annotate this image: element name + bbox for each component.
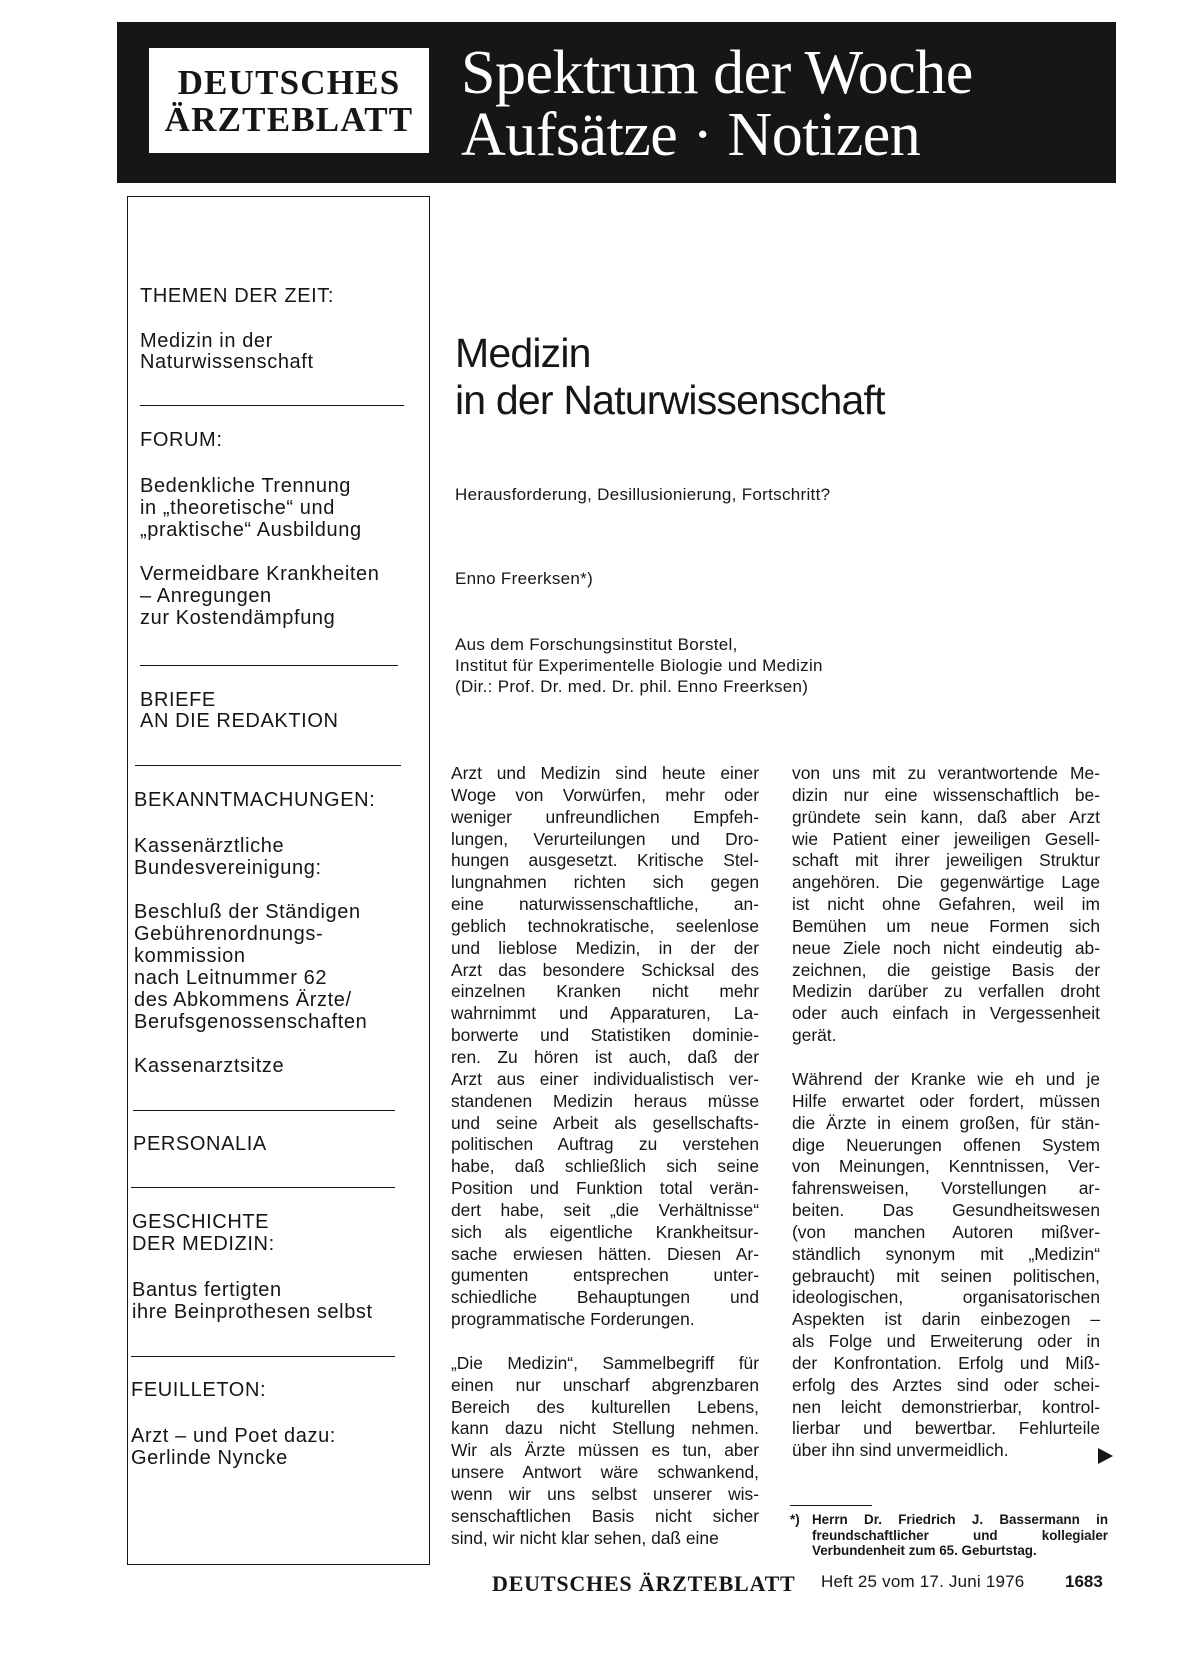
masthead [117, 22, 1116, 183]
text-line: dert habe, seit „die Verhältnisse“ [451, 1199, 759, 1220]
toc-link-krankheiten-cont[interactable]: – Anregungen [140, 585, 272, 607]
text-line: kann dazu nicht Stellung nehmen. [451, 1418, 759, 1439]
text-line: gumenten entsprechen unter- [451, 1265, 759, 1286]
article-subtitle: Herausforderung, Desillusionierung, Fortschritt? [455, 485, 831, 504]
text-line: einzelnen Kranken nicht mehr [451, 981, 759, 1002]
article-author: Enno Freerksen*) [455, 569, 594, 588]
text-line: wie Patient einer jeweiligen Gesell- [792, 828, 1100, 849]
toc-heading-themen: THEMEN DER ZEIT: [140, 285, 335, 307]
text-line: neue Ziele noch nicht eindeutig ab- [792, 937, 1100, 958]
text-line: standenen Medizin heraus müsse [451, 1090, 759, 1111]
footer-issue: Heft 25 vom 17. Juni 1976 [821, 1572, 1025, 1591]
text-line: Position und Funktion total verän- [451, 1178, 759, 1199]
toc-link-kbv-cont[interactable]: Bundesvereinigung: [134, 857, 322, 879]
deutsches-aerzteblatt-logo [151, 50, 427, 151]
toc-heading-geschichte: GESCHICHTE [132, 1211, 270, 1233]
toc-link-krankheiten[interactable]: Vermeidbare Krankheiten [140, 563, 380, 585]
text-line: senschaftlichen Basis nicht sicher [451, 1505, 759, 1526]
text-line: politischen Auftrag zu verstehen [451, 1134, 759, 1155]
toc-heading-feuilleton: FEUILLETON: [131, 1379, 267, 1401]
toc-link-medizin[interactable]: Medizin in der [140, 330, 273, 352]
text-line: unsere Antwort wäre schwankend, [451, 1462, 759, 1483]
text-line: der Konfrontation. Erfolg und Miß- [792, 1352, 1100, 1373]
article-affiliation-line-3: (Dir.: Prof. Dr. med. Dr. phil. Enno Freerksen) [455, 677, 809, 696]
logo-line-1: DEUTSCHES [177, 63, 401, 102]
text-line: weniger unfreundlichen Empfeh- [451, 806, 759, 827]
toc-link-briefe-cont[interactable]: AN DIE REDAKTION [140, 710, 339, 732]
text-line: Während der Kranke wie eh und je [792, 1068, 1100, 1089]
text-line: „Die Medizin“, Sammelbegriff für [451, 1352, 759, 1373]
text-line: Arzt das besondere Schicksal des [451, 959, 759, 980]
text-line: angehören. Die gegenwärtige Lage [792, 872, 1100, 893]
toc-link-krankheiten-cont[interactable]: zur Kostendämpfung [140, 607, 336, 629]
toc-link-bantus-cont[interactable]: ihre Beinprothesen selbst [132, 1301, 373, 1323]
logo-line-2: ÄRZTEBLATT [164, 100, 414, 139]
toc-heading-forum: FORUM: [140, 429, 223, 451]
text-line: borwerte und Statistiken dominie- [451, 1025, 759, 1046]
toc-link-poet-cont[interactable]: Gerlinde Nyncke [131, 1447, 288, 1469]
text-line: hungen ausgesetzt. Kritische Stel- [451, 850, 759, 871]
text-line: Bemühen um neue Formen sich [792, 915, 1100, 936]
text-line: sind, wir nicht klar sehen, daß eine [451, 1527, 719, 1548]
text-line: dige Neuerungen offenen System [792, 1134, 1100, 1155]
toc-link-briefe[interactable]: BRIEFE [140, 689, 216, 711]
text-line: gründete sein kann, daß aber Arzt [792, 806, 1100, 827]
text-line: ständlich synonym mit „Medizin“ [792, 1243, 1100, 1264]
masthead-title-line-1: Spektrum der Woche [461, 39, 973, 107]
toc-link-beschluss[interactable]: Beschluß der Ständigen [134, 901, 361, 923]
text-line: nen leicht demonstrierbar, kontrol- [792, 1396, 1100, 1417]
text-line: sich als eigentliche Krankheitsur- [451, 1221, 759, 1242]
text-line: eine naturwissenschaftliche, an- [451, 894, 759, 915]
article-title-line-1: Medizin [455, 330, 591, 376]
text-line: von Meinungen, Kenntnissen, Ver- [792, 1156, 1100, 1177]
text-line: beiten. Das Gesundheitswesen [792, 1200, 1100, 1221]
text-line: von uns mit zu verantwortende Me- [792, 763, 1100, 783]
toc-link-trennung[interactable]: Bedenkliche Trennung [140, 475, 352, 497]
text-line: schiedliche Behauptungen und [451, 1287, 759, 1308]
toc-divider [131, 1187, 395, 1188]
toc-link-beschluss-cont[interactable]: nach Leitnummer 62 [134, 967, 328, 989]
text-line: lungen, Verurteilungen und Dro- [451, 828, 759, 849]
toc-link-bantus[interactable]: Bantus fertigten [132, 1279, 282, 1301]
text-line: Bereich des kulturellen Lebens, [451, 1396, 759, 1417]
toc-divider [135, 765, 401, 766]
toc-link-beschluss-cont[interactable]: Gebührenordnungs- [134, 923, 324, 945]
footnote-rule [790, 1505, 872, 1506]
text-line: geblich technokratische, seelenlose [451, 915, 759, 936]
text-line: Medizin darüber zu verfallen droht [792, 981, 1100, 1002]
paragraph-3 [792, 763, 1100, 1047]
text-line: fahrensweisen, Vorstellungen ar- [792, 1178, 1100, 1199]
text-line: zeichnen, die geistige Basis der [792, 959, 1100, 980]
toc-divider [140, 665, 398, 666]
toc-link-beschluss-cont[interactable]: Berufsgenossenschaften [134, 1011, 368, 1033]
text-line: und seine Arbeit als gesellschafts- [451, 1112, 759, 1133]
toc-link-kbv[interactable]: Kassenärztliche [134, 835, 285, 857]
text-line: erfolg des Arztes sind oder schei- [792, 1374, 1100, 1395]
text-line: oder auch einfach in Vergessenheit [792, 1003, 1100, 1024]
footnote-text: Herrn Dr. Friedrich J. Bassermann in freundschaftlicher und kollegialer Verbundenheit zum 65. Geburtstag. [812, 1512, 1108, 1558]
text-line: Woge von Vorwürfen, mehr oder [451, 784, 759, 805]
paragraph-1 [451, 763, 759, 1331]
paragraph-2 [451, 1353, 759, 1550]
text-line: gerät. [792, 1025, 837, 1046]
article-column-1 [451, 763, 759, 1550]
toc-link-trennung-cont[interactable]: in „theoretische“ und [140, 497, 335, 519]
text-line: und lieblose Medizin, in der der [451, 937, 759, 958]
toc-link-beschluss-cont[interactable]: des Abkommens Ärzte/ [134, 989, 352, 1011]
text-line: Hilfe erwartet oder fordert, müssen [792, 1090, 1100, 1111]
text-line: als Folge und Erweiterung oder in [792, 1331, 1100, 1352]
article-column-2 [792, 763, 1100, 1462]
text-line: wahrnimmt und Apparaturen, La- [451, 1003, 759, 1024]
toc-link-trennung-cont[interactable]: „praktische“ Ausbildung [140, 519, 362, 541]
toc-link-medizin-cont[interactable]: Naturwissenschaft [140, 351, 314, 373]
article-title-line-2: in der Naturwissenschaft [455, 377, 885, 423]
toc-link-poet[interactable]: Arzt – und Poet dazu: [131, 1425, 336, 1447]
text-line: Aspekten ist darin einbezogen – [792, 1309, 1100, 1330]
footer-brand: DEUTSCHES ÄRZTEBLATT [492, 1571, 796, 1596]
continued-arrow-icon [1098, 1448, 1113, 1464]
text-line: habe, daß schließlich sich seine [451, 1156, 759, 1177]
masthead-title-line-2: Aufsätze · Notizen [461, 101, 921, 169]
text-line: lierbar und bewertbar. Fehlurteile [792, 1418, 1100, 1439]
toc-link-beschluss-cont[interactable]: kommission [134, 945, 246, 967]
text-line: Wir als Ärzte müssen es tun, aber [451, 1440, 759, 1461]
text-line: dizin nur eine wissenschaftlich be- [792, 784, 1100, 805]
toc-heading-bekanntmachungen: BEKANNTMACHUNGEN: [134, 789, 376, 811]
text-line: programmatische Forderungen. [451, 1309, 695, 1330]
toc-heading-geschichte-cont: DER MEDIZIN: [132, 1233, 275, 1255]
text-line: über ihn sind unvermeidlich. [792, 1440, 1009, 1461]
toc-divider [133, 1110, 395, 1111]
text-line: sache erwiesen hätten. Diesen Ar- [451, 1243, 759, 1264]
text-line: Arzt und Medizin sind heute einer [451, 763, 759, 783]
page-number: 1683 [1065, 1572, 1103, 1591]
footnote [790, 1512, 1108, 1559]
footnote-marker: *) [790, 1512, 800, 1527]
text-line: schaft mit ihrer jeweiligen Struktur [792, 850, 1100, 871]
text-line: ideologischen, organisatorischen [792, 1287, 1100, 1308]
article-affiliation-line-2: Institut für Experimentelle Biologie und Medizin [455, 656, 823, 675]
toc-link-kassenarztsitze[interactable]: Kassenarztsitze [134, 1055, 285, 1077]
table-of-contents-box [127, 196, 430, 1565]
toc-link-personalia[interactable]: PERSONALIA [133, 1133, 267, 1155]
text-line: ren. Zu hören ist auch, daß der [451, 1046, 759, 1067]
article-affiliation-line-1: Aus dem Forschungsinstitut Borstel, [455, 635, 738, 654]
article-title [455, 330, 885, 424]
toc-divider [140, 405, 404, 406]
text-line: ist nicht ohne Gefahren, weil im [792, 894, 1100, 915]
paragraph-4 [792, 1069, 1100, 1462]
text-line: lungnahmen richten sich gegen [451, 872, 759, 893]
text-line: einen nur unscharf abgrenzbaren [451, 1374, 759, 1395]
text-line: die Ärzte in einem großen, für stän- [792, 1112, 1100, 1133]
toc-divider [131, 1356, 395, 1357]
text-line: Arzt aus einer individualistisch ver- [451, 1068, 759, 1089]
text-line: wenn wir uns selbst unserer wis- [451, 1484, 759, 1504]
text-line: (von manchen Autoren mißver- [792, 1221, 1100, 1242]
text-line: gebraucht) mit seinen politischen, [792, 1265, 1100, 1286]
